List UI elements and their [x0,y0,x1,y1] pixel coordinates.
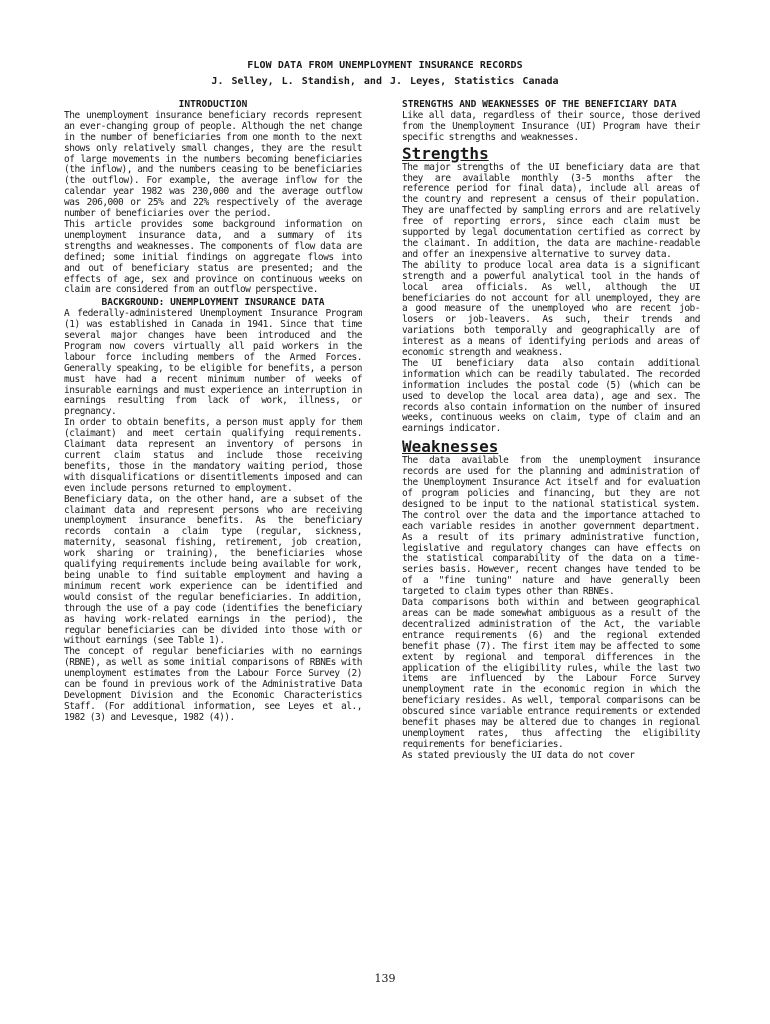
paper-authors: J. Selley, L. Standish, and J. Leyes, Statistics Canada [211,76,559,87]
strengths-weaknesses-heading: STRENGTHS AND WEAKNESSES OF THE BENEFICIARY DATA [402,99,677,110]
introduction-heading: INTRODUCTION [178,99,248,110]
strengths-paragraph-3: The UI beneficiary data also contain additional information which can be readily tabulated. The recorded information includes the postal code (5) (which can be used to develop the local area data), age and sex. The records also contain information on the number of insured weeks, continuous weeks on claim, type of claim and an earnings indicator. [402,357,700,435]
strengths-subheading: Strengths [402,143,489,163]
weaknesses-paragraph-3: As stated previously the UI data do not cover [402,749,635,761]
background-paragraph-1: A federally-administered Unemployment Insurance Program (1) was established in Canada in 1941. Since that time several major changes have been introduced and the Program now covers virtually all paid workers in the labour force including members of the Armed Forces. Generally speaking, to be eligible for benefits, a person must have had a recent minimum number of weeks of insurable earnings and must experience an interruption in earnings resulting from lack of work, illness, or pregnancy. [64,308,362,418]
background-paragraph-2: In order to obtain benefits, a person must apply for them (claimant) and meet certain qualifying requirements. Claimant data represent an inventory of persons in current claim status and include those receiving benefits, those in the mandatory waiting period, those with disqualifications or disentitlements imposed and can even include persons returned to employment. [64,417,362,494]
weaknesses-paragraph-2: Data comparisons both within and between geographical areas can be made somewhat ambiguous as a result of the decentralized administration of the Act, the variable entrance requirements (6) and the regional extended benefit phase (7). The first item may be affected to some extent by regional and temporal differences in the application of the eligibility rules, while the last two items are influenced by the Labour Force Survey unemployment rate in the economic region in which the beneficiary resides. As well, temporal comparisons can be obscured since variable entrance requirements or extended benefit phases may be altered due to changes in regional unemployment rates, thus affecting the eligibility requirements for beneficiaries. [402,597,700,750]
page-number: 139 [374,972,396,985]
strengths-paragraph-1: The major strengths of the UI beneficiary data are that they are available monthly (3-5 months after the reference period for final data), include all areas of the country and represent a census of their population. They are unaffected by sampling errors and are relatively free of reporting errors, since each claim must be supported by legal documentation certified as correct by the claimant. In addition, the data are machine-readable and offer an inexpensive alternative to survey data. [402,161,700,260]
paper-title: FLOW DATA FROM UNEMPLOYMENT INSURANCE RECORDS [247,60,523,71]
weaknesses-subheading: Weaknesses [402,437,499,457]
background-paragraph-3: Beneficiary data, on the other hand, are a subset of the claimant data and represent persons who are receiving unemployment insurance benefits. As the beneficiary records contain a claim type (regular, sickness, maternity, seasonal fishing, retirement, job creation, work sharing or training), the beneficiaries whose qualifying requirements include being available for work, being unable to find suitable employment and having a minimum recent work experience can be identified and would consist of the regular beneficiaries. In addition, through the use of a pay code (identifies the beneficiary as having work-related earnings in the period), the regular beneficiaries can be divided into those with or without earnings (see Table 1). [64,493,362,647]
background-paragraph-4: The concept of regular beneficiaries with no earnings (RBNE), as well as some initial comparisons of RBNEs with unemployment estimates from the Labour Force Survey (2) can be found in previous work of the Administrative Data Development Division and the Economic Characteristics Staff. (For additional information, see Leyes et al., 1982 (3) and Levesque, 1982 (4)). [64,646,362,723]
strengths-paragraph-2: The ability to produce local area data is a significant strength and a powerful analytical tool in the hands of local area officials. As well, although the UI beneficiaries do not account for all unemployed, they are a good measure of the unemployed who are recent job-losers or job-leavers. As such, their trends and variations both temporally and geographically are of interest as a means of identifying periods and areas of economic strength and weakness. [402,259,700,359]
intro-paragraph-1: The unemployment insurance beneficiary records represent an ever-changing group of people. Although the net change in the number of beneficiaries from one month to the next shows only relatively small changes, they are the result of large movements in the numbers becoming beneficiaries (the inflow), and the numbers ceasing to be beneficiaries (the outflow). For example, the average inflow for the calendar year 1982 was 230,000 and the average outflow was 206,000 or 25% and 22% respectively of the average number of beneficiaries over the period. [64,109,362,220]
weaknesses-paragraph-1: The data available from the unemployment insurance records are used for the planning and administration of the Unemployment Insurance Act itself and for evaluation of program policies and financing, but they are not designed to be input to the national statistical system. The control over the data and the importance attached to each variable resides in another government department. As a result of its primary administrative function, legislative and regulatory changes can have effects on the statistical comparability of the data on a time-series basis. However, recent changes have tended to be of a "fine tuning" nature and have generally been targeted to claim types other than RBNEs. [402,455,700,598]
left-column [64,100,362,724]
background-heading: BACKGROUND: UNEMPLOYMENT INSURANCE DATA [101,297,325,309]
intro-paragraph-2: This article provides some background information on unemployment insurance data, and a summary of its strengths and weaknesses. The components of flow data are defined; some initial findings on aggregate flows into and out of beneficiary status are presented; and the effects of age, sex and province on continuous weeks on claim are considered from an outflow perspective. [64,218,362,296]
sw-paragraph-1: Like all data, regardless of their source, those derived from the Unemployment Insurance (UI) Program have their specific strengths and weaknesses. [402,109,700,143]
right-column [402,100,700,762]
